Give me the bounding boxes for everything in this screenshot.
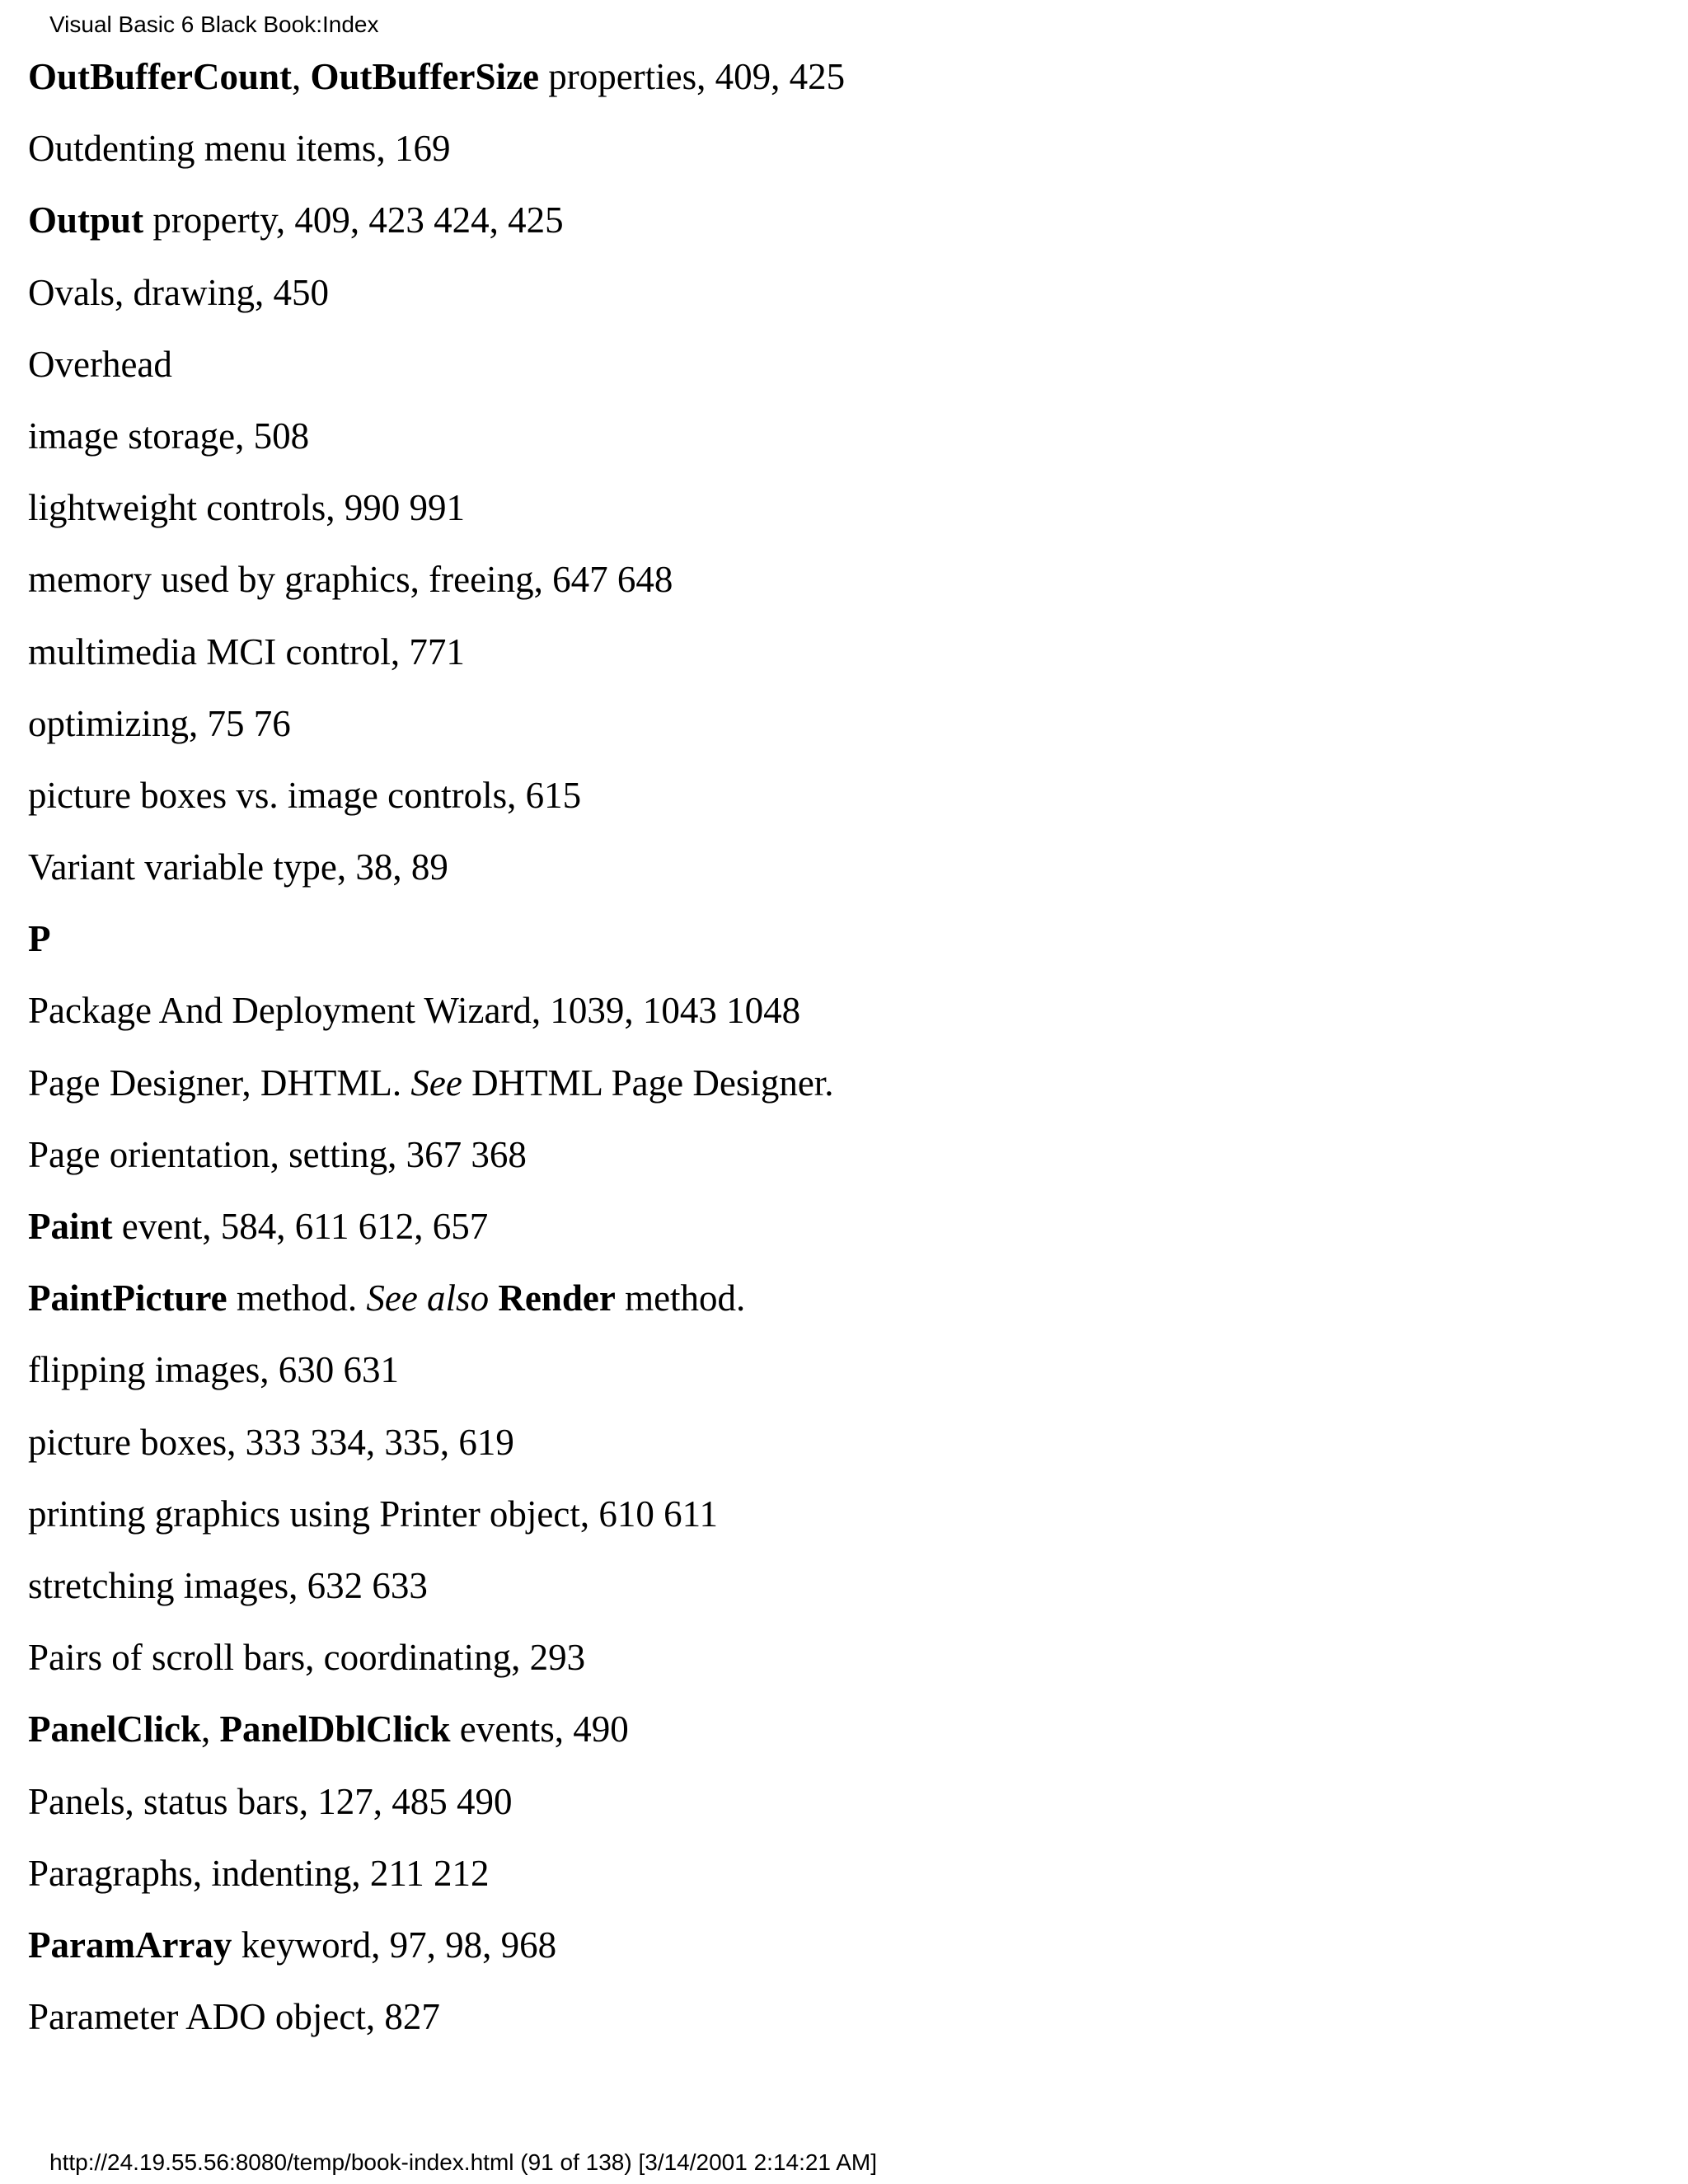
index-text: ,	[292, 56, 311, 97]
index-entry	[28, 1122, 1660, 1194]
index-text: ,	[201, 1708, 220, 1750]
index-text: Pairs of scroll bars, coordinating, 293	[28, 1637, 586, 1679]
index-text: memory used by graphics, freeing, 647 648	[28, 559, 673, 601]
index-text: event, 584, 611 612, 657	[112, 1206, 489, 1247]
index-entry	[28, 691, 1660, 763]
index-entry	[28, 1266, 1660, 1338]
index-text: picture boxes, 333 334, 335, 619	[28, 1421, 514, 1463]
index-term-bold: PanelDblClick	[219, 1708, 451, 1750]
index-entry	[28, 1769, 1660, 1841]
index-entry	[28, 547, 1660, 619]
index-text: printing graphics using Printer object, 610 611	[28, 1493, 718, 1535]
index-text: flipping images, 630 631	[28, 1349, 399, 1391]
index-term-bold: OutBufferCount	[28, 56, 293, 97]
page-footer-url: http://24.19.55.56:8080/temp/book-index.html (91 of 138) [3/14/2001 2:14:21 AM]	[49, 2149, 878, 2175]
index-entry	[28, 907, 1660, 978]
index-entry	[28, 1985, 1660, 2056]
index-text: image storage, 508	[28, 415, 310, 457]
index-entry	[28, 45, 1660, 116]
index-entry	[28, 332, 1660, 404]
index-term-bold: Paint	[28, 1206, 113, 1247]
index-text: optimizing, 75 76	[28, 702, 291, 744]
index-text	[489, 1277, 498, 1319]
index-text: DHTML Page Designer.	[462, 1062, 834, 1104]
index-entry	[28, 1697, 1660, 1769]
index-entry	[28, 763, 1660, 835]
index-term-bold: Render	[498, 1277, 616, 1319]
index-term-bold: PaintPicture	[28, 1277, 227, 1319]
index-text: picture boxes vs. image controls, 615	[28, 774, 582, 816]
index-entry	[28, 116, 1660, 188]
index-entry	[28, 835, 1660, 907]
index-cross-reference: See	[410, 1062, 462, 1104]
index-entry	[28, 1338, 1660, 1409]
index-text: Parameter ADO object, 827	[28, 1996, 440, 2038]
index-entry	[28, 1410, 1660, 1482]
index-term-bold: OutBufferSize	[310, 56, 539, 97]
index-text: Page orientation, setting, 367 368	[28, 1133, 527, 1175]
index-entry	[28, 404, 1660, 476]
index-entry	[28, 1913, 1660, 1985]
index-entry	[28, 1625, 1660, 1697]
index-entry	[28, 1051, 1660, 1122]
index-text: method.	[227, 1277, 367, 1319]
index-term-bold: Output	[28, 199, 144, 241]
index-term-bold: P	[28, 918, 51, 960]
index-text: Ovals, drawing, 450	[28, 271, 329, 313]
index-term-bold: ParamArray	[28, 1924, 232, 1966]
index-cross-reference: See also	[366, 1277, 490, 1319]
index-text: multimedia MCI control, 771	[28, 630, 465, 673]
index-entry	[28, 1194, 1660, 1266]
index-entries-list	[28, 45, 1660, 2056]
index-text: Page Designer, DHTML.	[28, 1062, 411, 1104]
index-text: Overhead	[28, 343, 172, 385]
index-text: method.	[615, 1277, 746, 1319]
index-entry	[28, 620, 1660, 691]
index-text: Package And Deployment Wizard, 1039, 1043 1048	[28, 990, 801, 1032]
index-text: Paragraphs, indenting, 211 212	[28, 1852, 490, 1894]
index-entry	[28, 1482, 1660, 1554]
index-entry	[28, 476, 1660, 547]
index-text: property, 409, 423 424, 425	[143, 199, 564, 241]
index-text: Outdenting menu items, 169	[28, 128, 451, 170]
index-text: Panels, status bars, 127, 485 490	[28, 1780, 513, 1822]
index-entry	[28, 1554, 1660, 1625]
index-text: Variant variable type, 38, 89	[28, 846, 448, 888]
index-term-bold: PanelClick	[28, 1708, 201, 1750]
index-text: events, 490	[450, 1708, 629, 1750]
index-entry	[28, 188, 1660, 260]
index-entry	[28, 260, 1660, 332]
index-entry	[28, 1841, 1660, 1913]
page-header-title: Visual Basic 6 Black Book:Index	[49, 12, 379, 37]
index-text: stretching images, 632 633	[28, 1564, 428, 1606]
index-text: properties, 409, 425	[538, 56, 846, 97]
index-text: keyword, 97, 98, 968	[232, 1924, 557, 1966]
index-text: lightweight controls, 990 991	[28, 487, 465, 529]
index-entry	[28, 978, 1660, 1050]
